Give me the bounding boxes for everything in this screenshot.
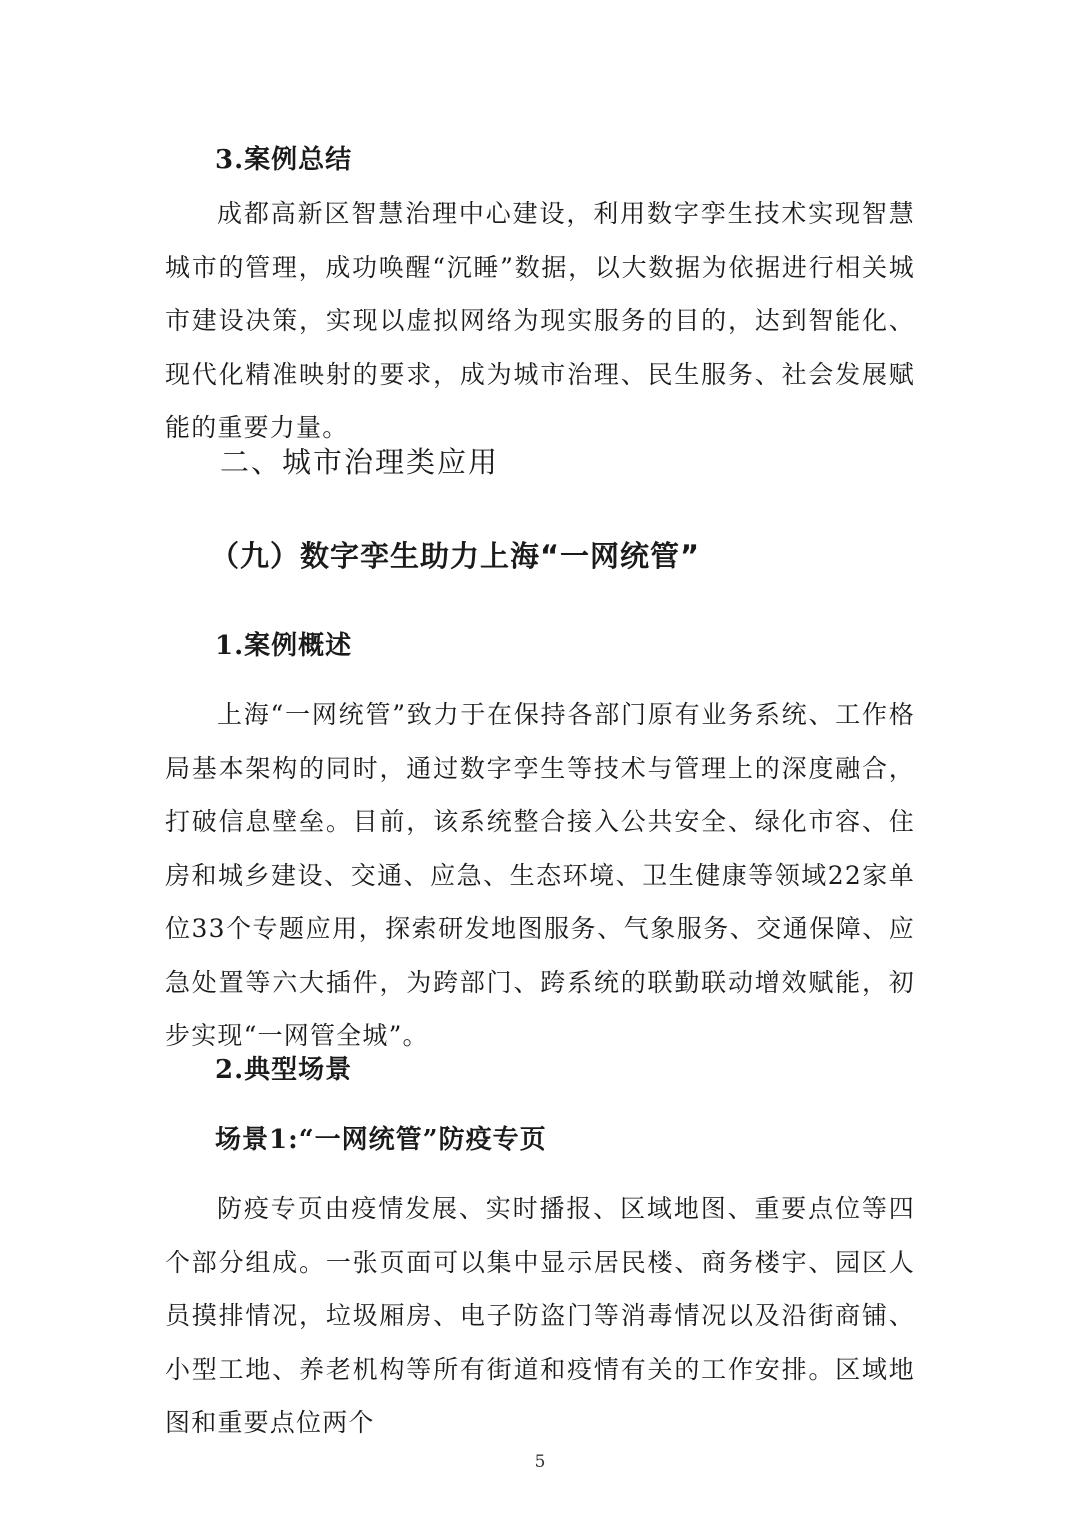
- section-title: 二、城市治理类应用: [220, 445, 500, 479]
- case-title: （九）数字孪生助力上海“一网统管”: [210, 539, 701, 573]
- paragraph-scene-1: 防疫专页由疫情发展、实时播报、区域地图、重要点位等四个部分组成。一张页面可以集中显示居民楼、商务楼宇、园区人员摸排情况，垃圾厢房、电子防盗门等消毒情况以及沿街商铺、小型工地、养老机构等所有街道和疫情有关的工作安排。区域地图和重要点位两个: [165, 1194, 915, 1437]
- heading-case-overview: 1.案例概述: [215, 631, 353, 661]
- page-number: 5: [534, 1452, 546, 1472]
- paragraph-case-overview: 上海“一网统管”致力于在保持各部门原有业务系统、工作格局基本架构的同时，通过数字孪生等技术与管理上的深度融合，打破信息壁垒。目前，该系统整合接入公共安全、绿化市容、住房和城乡建设、交通、应急、生态环境、卫生健康等领域22家单位33个专题应用，探索研发地图服务、气象服务、交通保障、应急处置等六大插件，为跨部门、跨系统的联勤联动增效赋能，初步实现“一网管全城”。: [165, 700, 915, 1050]
- heading-scene-1: 场景1:“一网统管”防疫专页: [215, 1125, 547, 1155]
- heading-case-summary: 3.案例总结: [215, 145, 353, 175]
- paragraph-case-summary: 成都高新区智慧治理中心建设，利用数字孪生技术实现智慧城市的管理，成功唤醒“沉睡”数据，以大数据为依据进行相关城市建设决策，实现以虚拟网络为现实服务的目的，达到智能化、现代化精准映射的要求，成为城市治理、民生服务、社会发展赋能的重要力量。: [165, 199, 915, 442]
- heading-typical-scenarios: 2.典型场景: [215, 1055, 353, 1085]
